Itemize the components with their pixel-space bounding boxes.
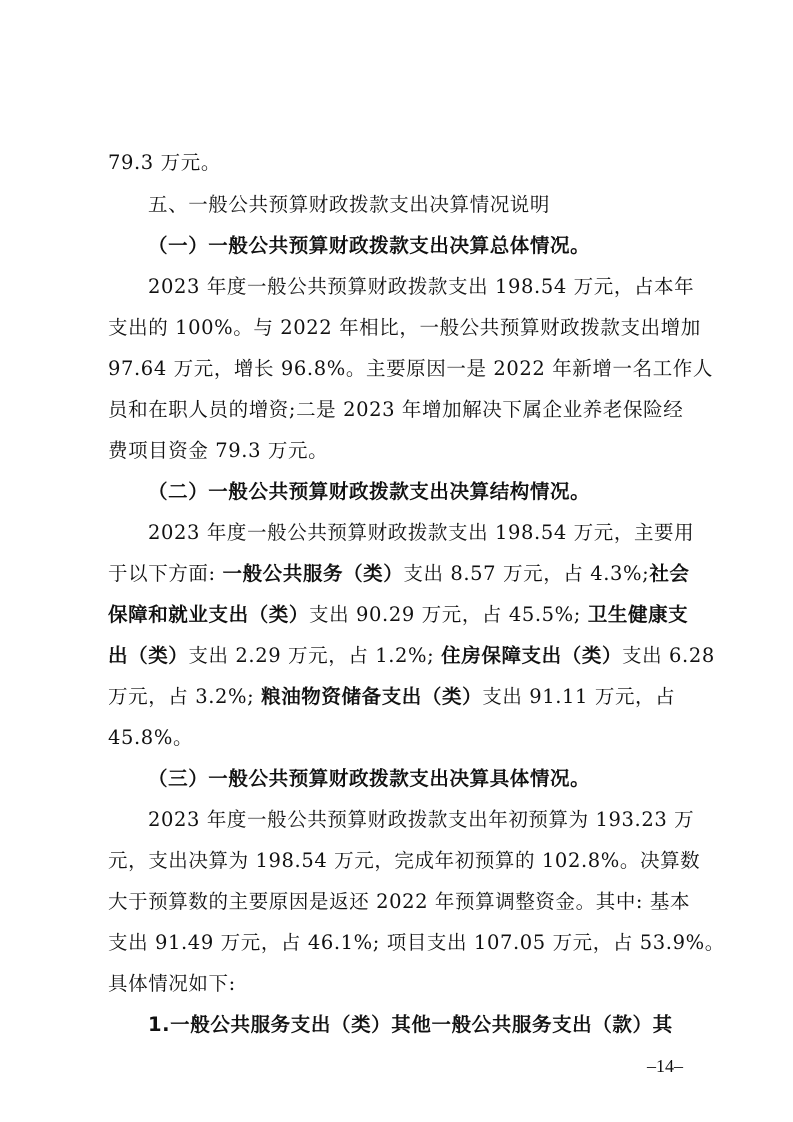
subsection-heading: 1.一般公共服务支出（类）其他一般公共服务支出（款）其 [148, 1013, 673, 1036]
category-label: 保障和就业支出（类） [108, 603, 310, 626]
text-span: 万元，占 3.2%; [108, 685, 262, 708]
subsection-heading: （二）一般公共预算财政拨款支出决算结构情况。 [148, 480, 591, 503]
text-span: 于以下方面: [108, 562, 223, 585]
category-label: 住房保障支出（类） [441, 644, 623, 667]
category-label: 粮油物资储备支出（类） [261, 685, 483, 708]
category-label: 出（类） [108, 644, 189, 667]
paragraph-line [108, 641, 715, 671]
paragraph-line: 元，支出决算为 198.54 万元，完成年初预算的 102.8%。决算数 [108, 849, 701, 872]
paragraph-line [108, 559, 690, 589]
paragraph-line: 97.64 万元，增长 96.8%。主要原因一是 2022 年新增一名工作人 [108, 357, 713, 380]
paragraph-line: 2023 年度一般公共预算财政拨款支出 198.54 万元，主要用 [148, 521, 695, 544]
category-label: 一般公共服务（类） [222, 562, 404, 585]
text-span: 支出 8.57 万元，占 4.3%; [403, 562, 650, 585]
paragraph-line: 支出 91.49 万元，占 46.1%; 项目支出 107.05 万元，占 53.9%。 [108, 931, 725, 954]
subsection-heading: （三）一般公共预算财政拨款支出决算具体情况。 [148, 767, 591, 790]
subsection-heading: （一）一般公共预算财政拨款支出决算总体情况。 [148, 234, 591, 257]
paragraph-line [108, 600, 688, 630]
text-span: 支出 90.29 万元，占 45.5%; [309, 603, 588, 626]
page-number: –14– [647, 1056, 683, 1076]
text-span: 支出 91.11 万元，占 [482, 685, 676, 708]
paragraph-line: 79.3 万元。 [108, 151, 221, 174]
paragraph-line: 费项目资金 79.3 万元。 [108, 439, 329, 462]
paragraph-line: 45.8%。 [108, 726, 194, 749]
paragraph-line: 支出的 100%。与 2022 年相比，一般公共预算财政拨款支出增加 [108, 316, 701, 339]
paragraph-line [108, 682, 675, 712]
paragraph-line: 2023 年度一般公共预算财政拨款支出年初预算为 193.23 万 [148, 808, 695, 831]
paragraph-line: 员和在职人员的增资;二是 2023 年增加解决下属企业养老保险经 [108, 398, 684, 421]
text-span: 支出 2.29 万元，占 1.2%; [188, 644, 442, 667]
paragraph-line: 2023 年度一般公共预算财政拨款支出 198.54 万元，占本年 [148, 275, 695, 298]
category-label: 卫生健康支 [587, 603, 689, 626]
paragraph-line: 具体情况如下: [108, 972, 236, 995]
section-heading: 五、一般公共预算财政拨款支出决算情况说明 [148, 193, 551, 216]
paragraph-line: 大于预算数的主要原因是返还 2022 年预算调整资金。其中: 基本 [108, 890, 691, 913]
text-span: 支出 6.28 [622, 644, 715, 667]
category-label: 社会 [649, 562, 690, 585]
